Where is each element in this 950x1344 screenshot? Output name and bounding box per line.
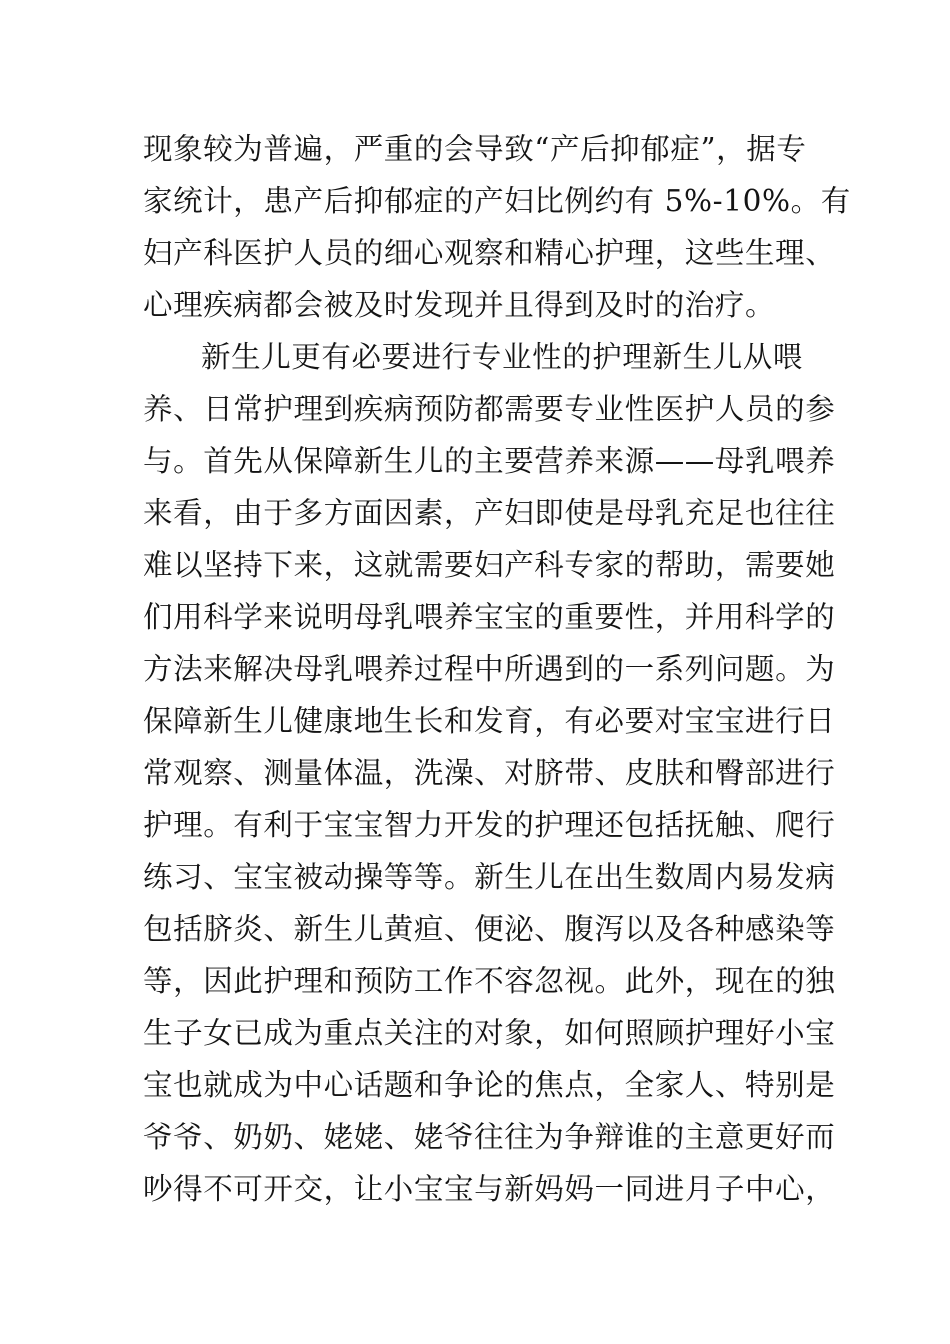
text-line: 心理疾病都会被及时发现并且得到及时的治疗。 xyxy=(143,288,776,322)
text-line: 爷爷、奶奶、姥姥、姥爷往往为争辩谁的主意更好而 xyxy=(143,1120,836,1154)
text-line: 包括脐炎、新生儿黄疸、便泌、腹泻以及各种感染等 xyxy=(143,912,836,946)
text-line: 养、日常护理到疾病预防都需要专业性医护人员的参 xyxy=(143,392,836,426)
text-line: 宝也就成为中心话题和争论的焦点，全家人、特别是 xyxy=(143,1068,836,1102)
text-line: 生子女已成为重点关注的对象，如何照顾护理好小宝 xyxy=(143,1016,836,1050)
text-line: 妇产科医护人员的细心观察和精心护理，这些生理、 xyxy=(143,236,836,270)
text-line: 常观察、测量体温，洗澡、对脐带、皮肤和臀部进行 xyxy=(143,756,836,790)
text-line: 与。首先从保障新生儿的主要营养来源——母乳喂养 xyxy=(143,444,836,478)
text-line: 护理。有利于宝宝智力开发的护理还包括抚触、爬行 xyxy=(143,808,836,842)
text-line: 家统计，患产后抑郁症的产妇比例约有 5%-10%。有 xyxy=(143,184,851,218)
text-line: 练习、宝宝被动操等等。新生儿在出生数周内易发病 xyxy=(143,860,836,894)
text-line: 新生儿更有必要进行专业性的护理新生儿从喂 xyxy=(201,340,804,374)
text-line: 吵得不可开交，让小宝宝与新妈妈一同进月子中心， xyxy=(143,1172,836,1206)
text-line: 等，因此护理和预防工作不容忽视。此外，现在的独 xyxy=(143,964,836,998)
text-line: 现象较为普遍，严重的会导致“产后抑郁症”，据专 xyxy=(143,132,807,166)
text-line: 难以坚持下来，这就需要妇产科专家的帮助，需要她 xyxy=(143,548,836,582)
text-line: 们用科学来说明母乳喂养宝宝的重要性，并用科学的 xyxy=(143,600,836,634)
text-line: 方法来解决母乳喂养过程中所遇到的一系列问题。为 xyxy=(143,652,836,686)
text-line: 来看，由于多方面因素，产妇即使是母乳充足也往往 xyxy=(143,496,836,530)
text-line: 保障新生儿健康地生长和发育，有必要对宝宝进行日 xyxy=(143,704,836,738)
